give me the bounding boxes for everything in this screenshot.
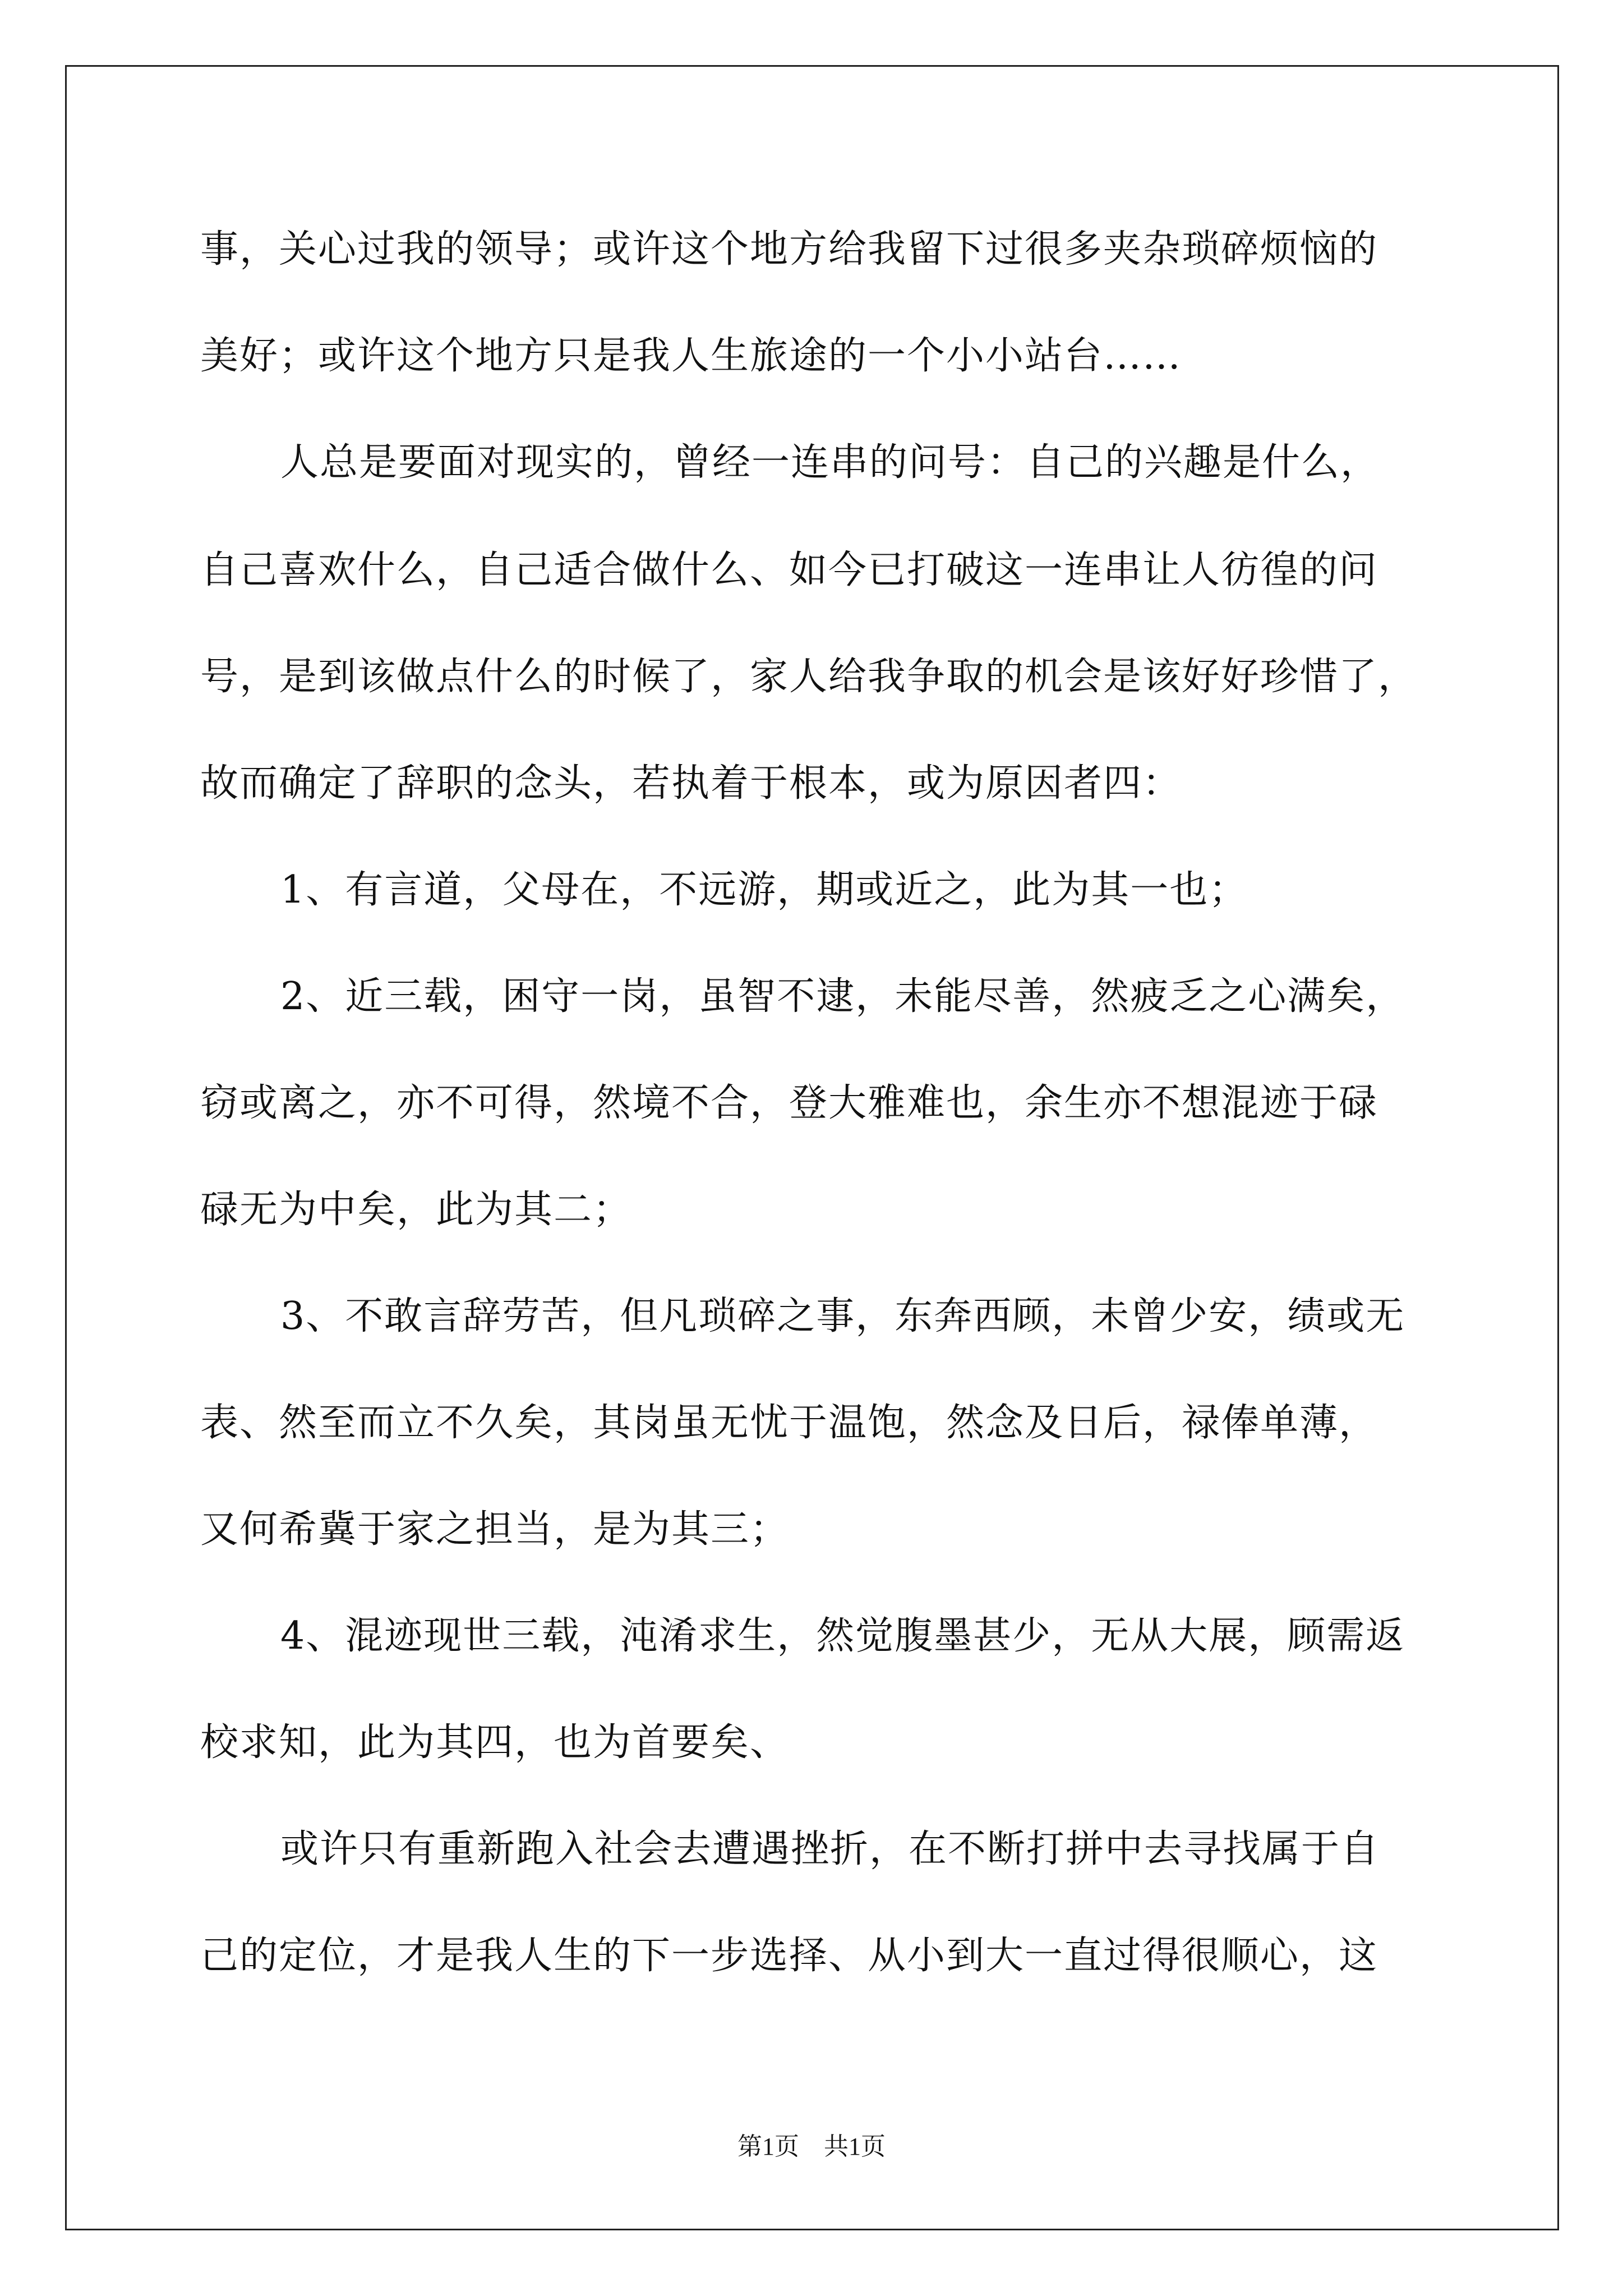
paragraph-start-line: 或许只有重新跑入社会去遭遇挫折，在不断打拼中去寻找属于自 xyxy=(280,1827,1380,1871)
text-line: 号，是到该做点什么的时候了，家人给我争取的机会是该好好珍惜了， xyxy=(200,655,1418,699)
page-border xyxy=(65,65,1559,2230)
list-item-1: 1、有言道，父母在，不远游，期或近之，此为其一也； xyxy=(280,868,1248,912)
text-line: 表、然至而立不久矣，其岗虽无忧于温饱，然念及日后，禄俸单薄， xyxy=(200,1401,1378,1445)
paragraph-start-line: 人总是要面对现实的，曾经一连串的问号：自己的兴趣是什么， xyxy=(280,440,1380,485)
text-line: 窃或离之，亦不可得，然境不合，登大雅难也，余生亦不想混迹于碌 xyxy=(200,1081,1378,1125)
list-item-4: 4、混迹现世三载，沌淆求生，然觉腹墨甚少，无从大展，顾需返 xyxy=(280,1614,1405,1658)
text-line: 自己喜欢什么，自己适合做什么、如今已打破这一连串让人彷徨的问 xyxy=(200,548,1378,592)
text-line: 事，关心过我的领导；或许这个地方给我留下过很多夹杂琐碎烦恼的 xyxy=(200,227,1378,272)
text-line: 己的定位，才是我人生的下一步选择、从小到大一直过得很顺心，这 xyxy=(200,1934,1378,1978)
list-item-3: 3、不敢言辞劳苦，但凡琐碎之事，东奔西顾，未曾少安，绩或无 xyxy=(280,1294,1405,1338)
text-line: 校求知，此为其四，也为首要矣、 xyxy=(200,1720,790,1765)
page-number-footer: 第1页 共1页 xyxy=(737,2133,886,2160)
text-line: 碌无为中矣，此为其二； xyxy=(200,1188,633,1232)
list-item-2: 2、近三载，困守一岗，虽智不逮，未能尽善，然疲乏之心满矣， xyxy=(280,974,1405,1019)
text-line: 又何希冀于家之担当，是为其三； xyxy=(200,1507,790,1552)
text-line: 美好；或许这个地方只是我人生旅途的一个小小站台…… xyxy=(200,334,1182,378)
text-line: 故而确定了辞职的念头，若执着于根本，或为原因者四： xyxy=(200,761,1182,806)
